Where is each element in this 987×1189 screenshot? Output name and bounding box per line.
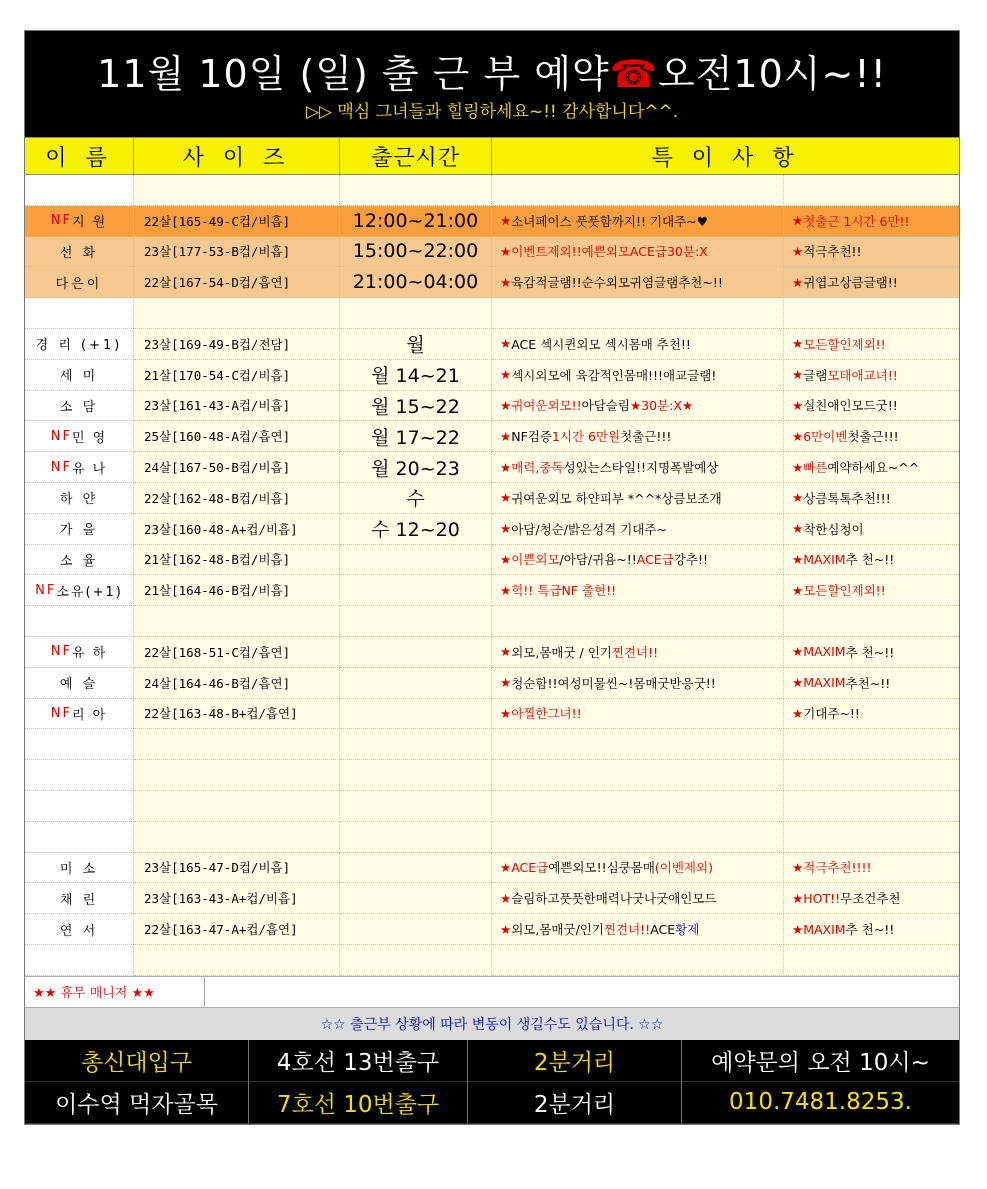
row-time (340, 760, 492, 791)
row-name-text: 소유(+1) (56, 584, 123, 600)
off-manager-label: ★★ 휴무 매니저 ★★ (25, 977, 205, 1007)
row-note: ★ ACE급 예쁜외모!!심쿵몸매 (이벤제외) (492, 853, 784, 884)
page-title (25, 43, 959, 98)
nf-badge: NF (50, 428, 72, 444)
row-size: 21살[164-46-B컵/비흡] (134, 575, 340, 606)
row-name (25, 421, 134, 452)
row-name-text: 예 슬 (59, 677, 99, 693)
table-row (25, 729, 959, 760)
table-row (25, 791, 959, 822)
row-note (492, 729, 784, 760)
title-text: 11월 10일 (일) 출 근 부 예약 (97, 52, 610, 96)
row-time (340, 668, 492, 699)
row-size: 22살[163-47-A+컵/흡연] (134, 914, 340, 945)
table-row (25, 514, 959, 545)
row-name-text: 가 을 (59, 523, 99, 539)
row-extra (784, 298, 959, 329)
table-row (25, 853, 959, 884)
row-time: 15:00~22:00 (340, 237, 492, 268)
row-name (25, 452, 134, 483)
row-extra (784, 945, 959, 976)
row-name (25, 483, 134, 514)
row-extra: ★ 모든할인제외!! (784, 329, 959, 360)
row-size: 24살[164-46-B컵/흡연] (134, 668, 340, 699)
row-size: 22살[168-51-C컵/흡연] (134, 637, 340, 668)
footer-cell: 2분거리 (468, 1082, 682, 1124)
row-time (340, 945, 492, 976)
row-time: 수 (340, 483, 492, 514)
row-name (25, 298, 134, 329)
row-note: ★ 매력,중독 성있는스타일!!지명폭발예상 (492, 452, 784, 483)
row-name (25, 699, 134, 730)
row-name-text: 소 율 (59, 553, 99, 569)
row-name-text: 선 화 (59, 245, 99, 261)
row-size: 22살[165-49-C컵/비흡] (134, 206, 340, 237)
footer-cell: 7호선 10번출구 (249, 1082, 468, 1124)
row-size: 21살[162-48-B컵/비흡] (134, 545, 340, 576)
row-size (134, 729, 340, 760)
row-note (492, 298, 784, 329)
row-name (25, 206, 134, 237)
row-name (25, 791, 134, 822)
row-size (134, 175, 340, 206)
row-size: 23살[165-47-D컵/비흡] (134, 853, 340, 884)
table-row (25, 298, 959, 329)
row-size (134, 791, 340, 822)
table-row (25, 421, 959, 452)
row-extra: ★ 빠른 예약하세요~^^ (784, 452, 959, 483)
row-time (340, 791, 492, 822)
row-note (492, 822, 784, 853)
row-extra: ★ 6만이벤 첫출근!!! (784, 421, 959, 452)
row-time: 월 20~23 (340, 452, 492, 483)
row-time: 21:00~04:00 (340, 267, 492, 298)
title-time: 오전10시~!! (658, 52, 887, 96)
row-size (134, 822, 340, 853)
row-time (340, 822, 492, 853)
row-size: 25살[160-48-A컵/흡연] (134, 421, 340, 452)
row-time (340, 545, 492, 576)
row-note (492, 175, 784, 206)
table-row (25, 206, 959, 237)
row-name (25, 391, 134, 422)
row-name-text: 지 원 (71, 215, 108, 231)
header (25, 31, 959, 137)
table-row (25, 391, 959, 422)
row-note (492, 945, 784, 976)
footer-cell: 이수역 먹자골목 (25, 1082, 249, 1124)
row-name-text: 민 영 (71, 430, 108, 446)
table-row (25, 699, 959, 730)
row-extra: ★ MAXIM 추 천~!! (784, 914, 959, 945)
row-extra: ★ 귀엽고상큼글램!! (784, 267, 959, 298)
row-extra (784, 822, 959, 853)
row-name-text: 유 하 (71, 646, 108, 662)
table-row (25, 329, 959, 360)
row-name-text: 리 아 (71, 707, 108, 723)
row-name (25, 883, 134, 914)
table-row (25, 914, 959, 945)
column-headers (25, 137, 959, 175)
row-note: ★ 외모,몸매굿 / 인기 찐견녀!! (492, 637, 784, 668)
row-time (340, 729, 492, 760)
row-extra: ★ 상큼톡톡추천!!! (784, 483, 959, 514)
row-time (340, 699, 492, 730)
row-name (25, 267, 134, 298)
row-extra: ★ HOT!! 무조건추천 (784, 883, 959, 914)
col-time-header: 출근시간 (340, 138, 492, 174)
manager-section (25, 976, 959, 1007)
table-row (25, 175, 959, 206)
table-row (25, 483, 959, 514)
col-name-header: 이 름 (25, 138, 134, 174)
row-note: ★ 귀여운외모!! 아담슬림 ★ 30분:X ★ (492, 391, 784, 422)
nf-badge: NF (50, 705, 72, 721)
row-note: ★ 슬림하고풋풋한매력나굿나굿애인모드 (492, 883, 784, 914)
notice-banner: ☆☆ 출근부 상황에 따라 변동이 생길수도 있습니다. ☆☆ (25, 1007, 959, 1040)
footer-cell: 예약문의 오전 10시~ (682, 1040, 959, 1082)
row-note: ★ 이벤트제외!!예쁜외모 ACE급 30분:X (492, 237, 784, 268)
row-time: 수 12~20 (340, 514, 492, 545)
table-row (25, 668, 959, 699)
row-name (25, 760, 134, 791)
row-size: 22살[162-48-B컵/비흡] (134, 483, 340, 514)
row-name (25, 729, 134, 760)
row-name-text: 하 얀 (59, 492, 99, 508)
table-row (25, 945, 959, 976)
row-time: 월 14~21 (340, 360, 492, 391)
row-name (25, 175, 134, 206)
row-name-text: 소 담 (59, 399, 99, 415)
table-row (25, 575, 959, 606)
table-row (25, 760, 959, 791)
row-time: 월 15~22 (340, 391, 492, 422)
nf-badge: NF (50, 644, 72, 660)
row-extra: ★ 첫출근 1시간 6만!! (784, 206, 959, 237)
col-notes-header: 특 이 사 항 (651, 145, 800, 171)
row-name (25, 514, 134, 545)
row-note: ★ 섹시외모에 육감적인몸매!!!애교글램! (492, 360, 784, 391)
row-extra (784, 175, 959, 206)
row-note (492, 760, 784, 791)
row-size (134, 945, 340, 976)
row-note: ★ ACE 섹시퀸외모 섹시몸매 추천!! (492, 329, 784, 360)
row-note: ★ 청순함!!여성미물씬~!몸매굿반응굿!! (492, 668, 784, 699)
row-name-text: 다은이 (55, 276, 103, 292)
row-name (25, 822, 134, 853)
nf-badge: NF (50, 213, 72, 229)
row-name (25, 853, 134, 884)
row-time (340, 606, 492, 637)
row-name (25, 329, 134, 360)
row-name (25, 637, 134, 668)
row-time (340, 883, 492, 914)
row-time (340, 575, 492, 606)
table-row (25, 606, 959, 637)
footer-cell: 총신대입구 (25, 1040, 249, 1082)
row-extra: ★ MAXIM 추천~!! (784, 668, 959, 699)
row-size: 23살[169-49-B컵/전담] (134, 329, 340, 360)
row-extra (784, 791, 959, 822)
footer-cell: 2분거리 (468, 1040, 682, 1082)
table-row (25, 267, 959, 298)
table-row (25, 237, 959, 268)
footer-cell: 4호선 13번출구 (249, 1040, 468, 1082)
row-extra: ★ 기대주~!! (784, 699, 959, 730)
row-name (25, 668, 134, 699)
row-extra: ★ 글램 모태애교녀!! (784, 360, 959, 391)
row-size (134, 606, 340, 637)
page-subtitle: ▷▷ 맥심 그녀들과 힐링하세요~!! 감사합니다^^. (305, 102, 679, 122)
table-row (25, 360, 959, 391)
row-name-text: 세 미 (59, 369, 99, 385)
row-name (25, 545, 134, 576)
schedule-sheet (24, 30, 960, 1125)
row-note: ★ 귀여운외모 하얀피부 *^^*상큼보조개 (492, 483, 784, 514)
row-name-text: 유 나 (71, 461, 108, 477)
row-size (134, 760, 340, 791)
row-note: ★ 소녀페이스 풋풋함까지!! 기대주~♥ (492, 206, 784, 237)
row-name-text: 연 서 (59, 923, 99, 939)
row-size: 23살[177-53-B컵/비흡] (134, 237, 340, 268)
row-time (340, 853, 492, 884)
row-extra (784, 760, 959, 791)
row-time (340, 914, 492, 945)
row-size: 23살[161-43-A컵/비흡] (134, 391, 340, 422)
row-note (492, 791, 784, 822)
row-name (25, 945, 134, 976)
table-row (25, 637, 959, 668)
row-note: ★ 외모,몸매굿/인기 찐견녀!! ACE 황제 (492, 914, 784, 945)
row-extra: ★ MAXIM 추 천~!! (784, 545, 959, 576)
row-extra: ★ 착한심청이 (784, 514, 959, 545)
schedule-table (25, 175, 959, 976)
table-row (25, 883, 959, 914)
row-note: ★ 헉!! 특급NF 출현!! (492, 575, 784, 606)
row-size (134, 298, 340, 329)
row-size: 22살[167-54-D컵/흡연] (134, 267, 340, 298)
nf-badge: NF (35, 582, 57, 598)
footer-cell: 010.7481.8253. (682, 1082, 959, 1124)
row-name-text: 경 리 (+1) (35, 338, 123, 354)
row-time: 12:00~21:00 (340, 206, 492, 237)
row-note: ★ 이쁜외모 /아담/귀욤~!! ACE급 강추!! (492, 545, 784, 576)
row-note: ★ 육감적글램!!순수외모귀염글램추천~!! (492, 267, 784, 298)
nf-badge: NF (50, 459, 72, 475)
row-size: 24살[167-50-B컵/비흡] (134, 452, 340, 483)
phone-icon: ☎ (609, 52, 659, 96)
row-time (340, 175, 492, 206)
row-extra: ★ 적극추천!! (784, 237, 959, 268)
table-row (25, 545, 959, 576)
row-extra: ★ MAXIM 추 천~!! (784, 637, 959, 668)
row-note: ★ 아담/청순/밝은성격 기대주~ (492, 514, 784, 545)
col-size-header: 사 이 즈 (134, 138, 340, 174)
row-extra (784, 729, 959, 760)
row-size: 22살[163-48-B+컵/흡연] (134, 699, 340, 730)
table-row (25, 822, 959, 853)
row-extra: ★ 실친애인모드굿!! (784, 391, 959, 422)
row-size: 23살[160-48-A+컵/비흡] (134, 514, 340, 545)
row-name (25, 575, 134, 606)
row-note (492, 606, 784, 637)
row-extra: ★ 모든할인제외!! (784, 575, 959, 606)
footer-info (25, 1040, 959, 1124)
row-name (25, 237, 134, 268)
table-row (25, 452, 959, 483)
row-extra (784, 606, 959, 637)
row-extra: ★ 적극추천!!!! (784, 853, 959, 884)
row-time: 월 17~22 (340, 421, 492, 452)
row-note: ★ 아찔한그녀!! (492, 699, 784, 730)
row-name (25, 914, 134, 945)
row-note: ★ NF검증 1시간 6만원 첫출근!!! (492, 421, 784, 452)
row-name (25, 606, 134, 637)
row-name-text: 채 린 (59, 892, 99, 908)
row-size: 21살[170-54-C컵/비흡] (134, 360, 340, 391)
row-name-text: 미 소 (59, 861, 99, 877)
row-name (25, 360, 134, 391)
row-size: 23살[163-43-A+컵/비흡] (134, 883, 340, 914)
row-time (340, 637, 492, 668)
row-time: 월 (340, 329, 492, 360)
row-time (340, 298, 492, 329)
